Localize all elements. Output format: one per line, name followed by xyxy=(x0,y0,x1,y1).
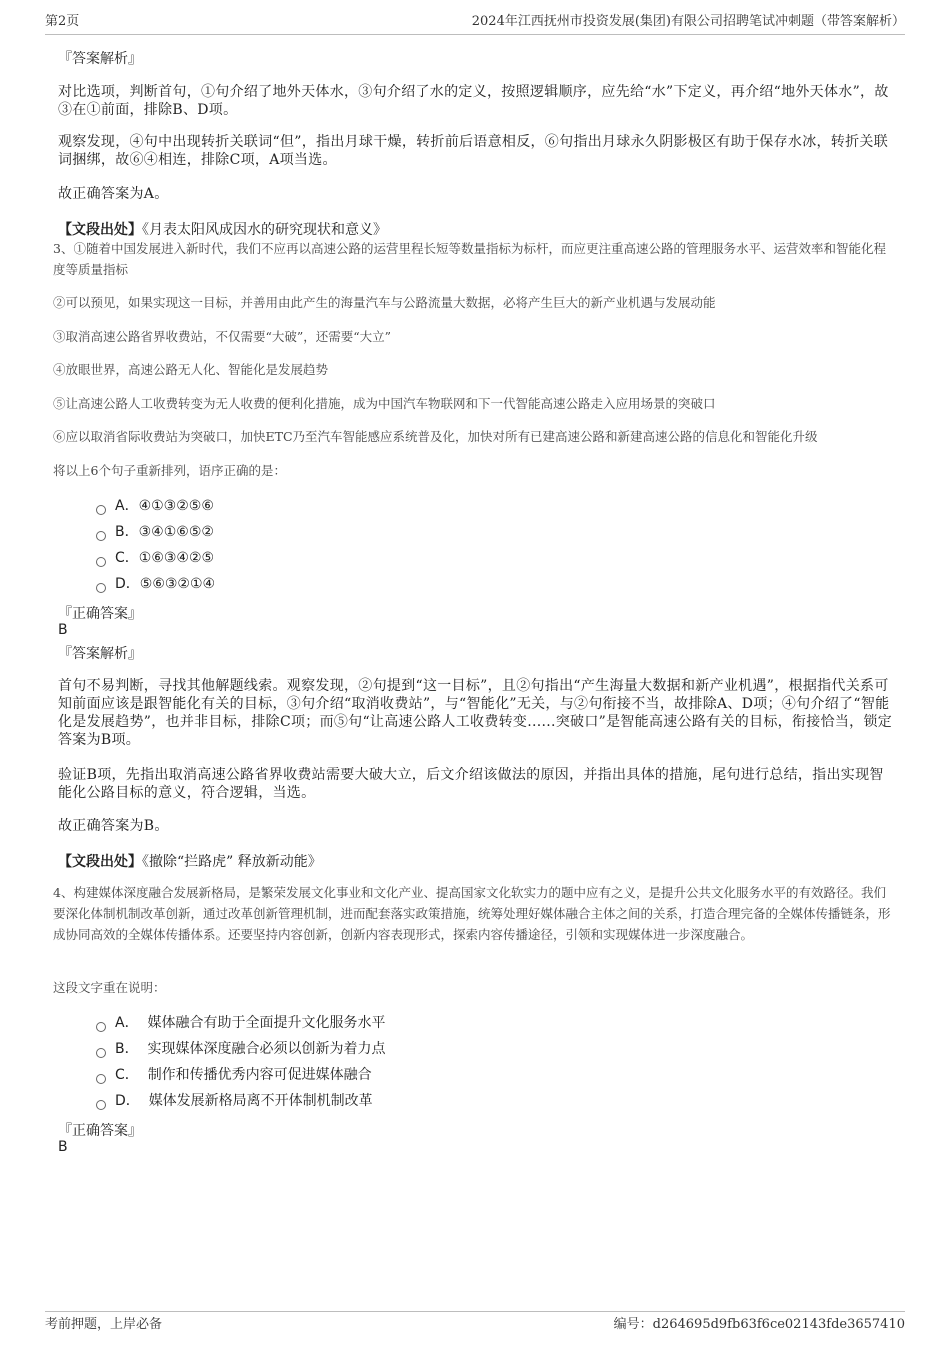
analysis-paragraph: 首句不易判断，寻找其他解题线索。观察发现，②句提到“这一目标”，且②句指出“产生海量大数据和新产业机遇”，根据指代关系可知前面应该是跟智能化有关的目标，③句介绍“取消收费站”，与“智能化”无关，与②句衔接不当，故排除A、D项；④句介绍了“智能化是发展趋势”，也并非目标，排除C项；而⑤句“让高速公路人工收费转变......突破口”是智能高速公路有关的目标，衔接恰当，锁定答案为B项。 xyxy=(58,678,893,748)
question-3-sentence-5: ⑤让高速公路人工收费转变为无人收费的便利化措施，成为中国汽车物联网和下一代智能高速公路走入应用场景的突破口 xyxy=(53,396,716,411)
document-id: 编号：d264695d9fb63f6ce02143fde3657410 xyxy=(613,1317,905,1332)
option-a[interactable]: A．④①③②⑤⑥ xyxy=(96,496,214,516)
question-3-sentence-4: ④放眼世界，高速公路无人化、智能化是发展趋势 xyxy=(53,362,329,377)
question-3-sentence-6: ⑥应以取消省际收费站为突破口，加快ETC乃至汽车智能感应系统普及化，加快对所有已建高速公路和新建高速公路的信息化和智能化升级 xyxy=(53,429,818,444)
question-3-sentence-2: ②可以预见，如果实现这一目标，并善用由此产生的海量汽车与公路流量大数据，必将产生巨大的新产业机遇与发展动能 xyxy=(53,295,716,310)
analysis-paragraph: 观察发现，④句中出现转折关联词“但”，指出月球干燥，转折前后语意相反，⑥句指出月球永久阴影极区有助于保存水冰，转折关联词捆绑，故⑥④相连，排除C项，A项当选。 xyxy=(58,134,889,168)
radio-button[interactable] xyxy=(96,1022,106,1032)
option-c[interactable]: C．①⑥③④②⑤ xyxy=(96,548,214,568)
correct-answer: B xyxy=(58,1139,68,1155)
correct-answer-label: 『正确答案』 xyxy=(58,606,142,622)
option-c[interactable]: C． 制作和传播优秀内容可促进媒体融合 xyxy=(96,1065,372,1085)
question-3-sentence-3: ③取消高速公路省界收费站，不仅需要“大破”，还需要“大立” xyxy=(53,329,392,344)
radio-button[interactable] xyxy=(96,583,106,593)
analysis-conclusion: 故正确答案为A。 xyxy=(58,186,169,202)
page-footer xyxy=(45,1311,905,1344)
option-b[interactable]: B．③④①⑥⑤② xyxy=(96,522,214,542)
source-line xyxy=(58,851,322,871)
source-title: 《撤除“拦路虎” 释放新动能》 xyxy=(142,854,322,870)
analysis-paragraph: 验证B项，先指出取消高速公路省界收费站需要大破大立，后文介绍该做法的原因，并指出具体的措施，尾句进行总结，指出实现智能化公路目标的意义，符合逻辑，当选。 xyxy=(58,767,884,801)
source-line xyxy=(58,219,387,239)
document-title: 2024年江西抚州市投资发展(集团)有限公司招聘笔试冲刺题（带答案解析） xyxy=(471,14,905,29)
radio-button[interactable] xyxy=(96,1048,106,1058)
option-b[interactable]: B． 实现媒体深度融合必须以创新为着力点 xyxy=(96,1039,386,1059)
page-header xyxy=(45,10,905,35)
question-3-sentence-1: 3、①随着中国发展进入新时代，我们不应再以高速公路的运营里程长短等数量指标为标杆，而应更注重高速公路的管理服务水平、运营效率和智能化程度等质量指标 xyxy=(53,241,886,277)
correct-answer: B xyxy=(58,622,68,638)
analysis-label: 『答案解析』 xyxy=(58,646,142,662)
analysis-label: 『答案解析』 xyxy=(58,51,142,67)
radio-button[interactable] xyxy=(96,1074,106,1084)
source-title: 《月表太阳风成因水的研究现状和意义》 xyxy=(142,222,387,238)
analysis-conclusion: 故正确答案为B。 xyxy=(58,818,169,834)
radio-button[interactable] xyxy=(96,531,106,541)
radio-button[interactable] xyxy=(96,557,106,567)
option-d[interactable]: D． 媒体发展新格局离不开体制机制改革 xyxy=(96,1091,373,1111)
correct-answer-label: 『正确答案』 xyxy=(58,1123,142,1139)
question-3-prompt: 将以上6个句子重新排列，语序正确的是： xyxy=(53,463,286,478)
radio-button[interactable] xyxy=(96,505,106,515)
radio-button[interactable] xyxy=(96,1100,106,1110)
question-4-prompt: 这段文字重在说明： xyxy=(53,980,166,995)
page-number: 第2页 xyxy=(45,14,80,29)
source-label: 【文段出处】 xyxy=(58,854,142,870)
analysis-paragraph: 对比选项，判断首句，①句介绍了地外天体水，③句介绍了水的定义，按照逻辑顺序，应先给“水”下定义，再介绍“地外天体水”，故③在①前面，排除B、D项。 xyxy=(58,84,889,118)
question-4-stem: 4、构建媒体深度融合发展新格局，是繁荣发展文化事业和文化产业、提高国家文化软实力的题中应有之义，是提升公共文化服务水平的有效路径。我们要深化体制机制改革创新，通过改革创新管理机制，进而配套落实政策措施，统筹处理好媒体融合主体之间的关系，打造合理完备的全媒体传播链条，形成协同高效的全媒体传播体系。还要坚持内容创新，创新内容表现形式，探索内容传播途径，引领和实现媒体进一步深度融合。 xyxy=(53,885,891,942)
source-label: 【文段出处】 xyxy=(58,222,142,238)
footer-slogan: 考前押题，上岸必备 xyxy=(45,1317,163,1332)
option-d[interactable]: D．⑤⑥③②①④ xyxy=(96,574,215,594)
option-a[interactable]: A． 媒体融合有助于全面提升文化服务水平 xyxy=(96,1013,385,1033)
